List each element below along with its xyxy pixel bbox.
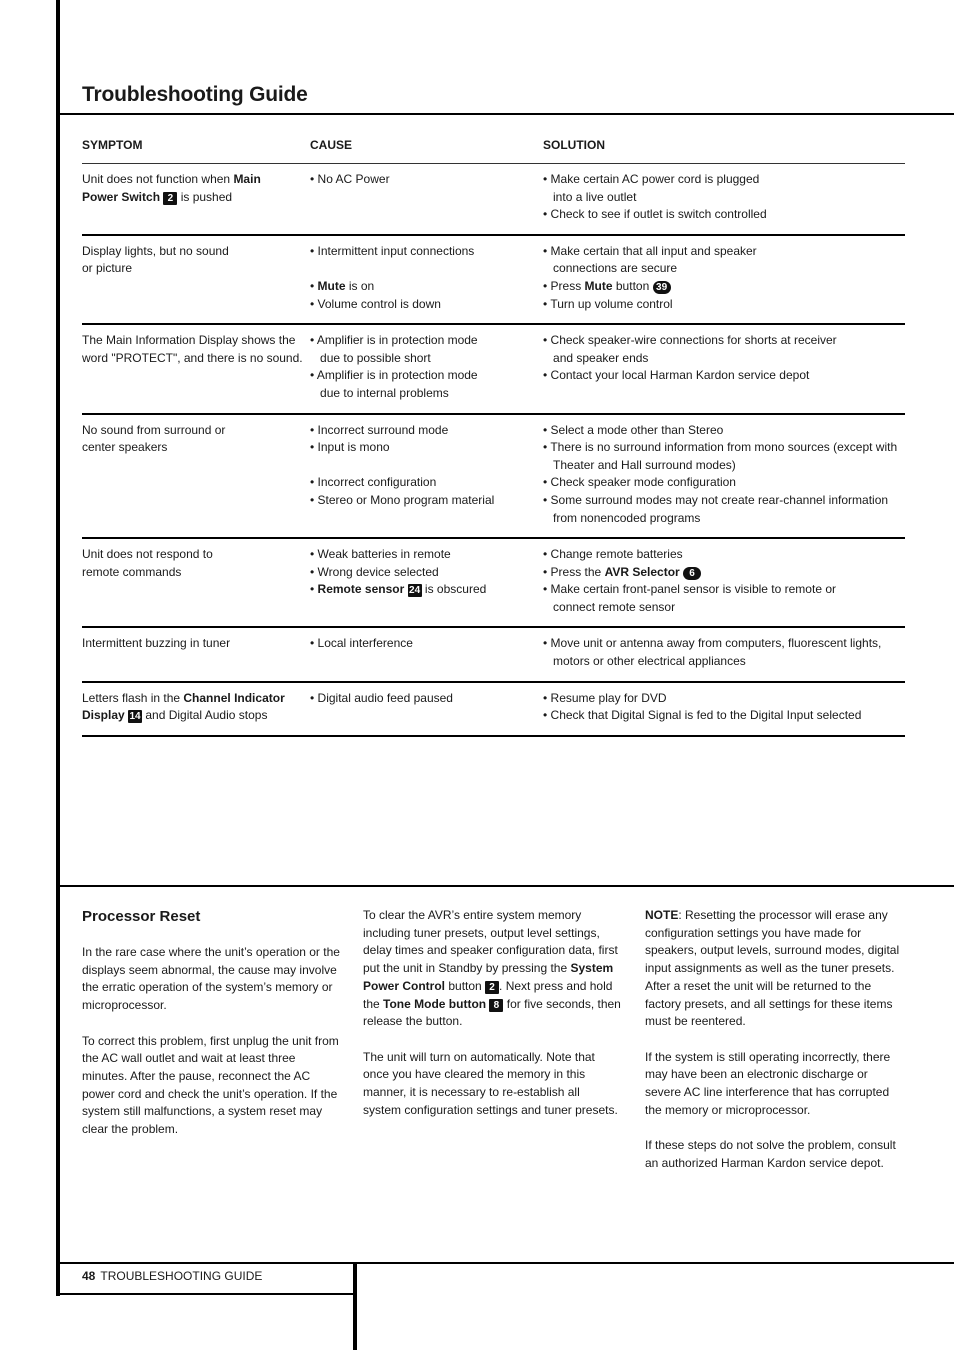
symptom-cell: Letters flash in the Channel Indicator Display 14 and Digital Audio stops	[82, 690, 285, 723]
cause-cell: • Weak batteries in remote • Wrong device selected • Remote sensor 24 is obscured	[310, 547, 487, 597]
page-number: 48	[82, 1269, 96, 1283]
solution-cell: • Make certain that all input and speaker connections are secure • Press Mute button 39 • Turn up volume control	[543, 243, 757, 311]
ref-number-badge: 8	[489, 999, 503, 1012]
symptom-cell: Intermittent buzzing in tuner	[82, 636, 231, 651]
title-rule	[60, 113, 954, 115]
solution-cell: • Check speaker-wire connections for shorts at receiver and speaker ends • Contact your local Harman Kardon service depot	[543, 333, 837, 383]
table-row	[82, 628, 905, 682]
page-footer	[82, 1269, 262, 1283]
section-divider	[60, 885, 954, 887]
table-row	[82, 683, 905, 737]
table-row	[82, 164, 905, 236]
reset-column-2	[363, 907, 621, 1137]
footer-rule	[60, 1262, 954, 1264]
reset-column-1	[82, 907, 340, 1156]
reset-paragraph: If these steps do not solve the problem, consult an authorized Harman Kardon service depot.	[645, 1138, 896, 1170]
symptom-cell: Unit does not respond to remote commands	[82, 547, 213, 579]
symptom-cell: Unit does not function when Main Power Switch 2 is pushed	[82, 172, 261, 204]
reset-paragraph: If the system is still operating incorrectly, there may have been an electronic discharge or severe AC line interference that has corrupted the memory or microprocessor.	[645, 1049, 891, 1117]
table-body	[82, 164, 905, 737]
symptom-cell: The Main Information Display shows the word "PROTECT", and there is no sound.	[82, 333, 303, 365]
footer-section-label: TROUBLESHOOTING GUIDE	[100, 1269, 263, 1283]
page-title: Troubleshooting Guide	[82, 83, 308, 106]
section-title: Processor Reset	[82, 908, 201, 925]
ref-number-badge: 2	[485, 981, 499, 994]
cause-cell: • Local interference	[310, 636, 413, 651]
troubleshooting-table	[82, 138, 905, 737]
symptom-cell: Display lights, but no sound or picture	[82, 243, 229, 276]
reset-paragraph: To correct this problem, first unplug the unit from the AC wall outlet and wait at least three minutes. After the pause, reconnect the AC power cord and check the unit’s operation. If the system still malfunctions, a system reset may clear the problem.	[82, 1033, 339, 1137]
cause-cell: • Intermittent input connections • Mute is on • Volume control is down	[310, 243, 475, 311]
solution-cell: • Change remote batteries • Press the AVR Selector 6 • Make certain front-panel sensor is visible to remote or connect remote sensor	[543, 547, 836, 614]
header-cause: CAUSE	[310, 138, 353, 152]
table-row	[82, 236, 905, 325]
footer-vertical-rule	[353, 1262, 357, 1350]
ref-number-badge: 39	[653, 281, 671, 294]
ref-number-badge: 2	[163, 192, 177, 205]
reset-paragraph: NOTE: Resetting the processor will erase any configuration settings you have made for speakers, output levels, surround modes, digital input assignments as well as the tuner presets. After a reset the unit will be returned to the factory presets, and all settings for these items must be reentered.	[645, 908, 900, 1029]
solution-cell: • Move unit or antenna away from computers, fluorescent lights, motors or other electrical appliances	[543, 636, 882, 669]
solution-cell: • Resume play for DVD • Check that Digital Signal is fed to the Digital Input selected	[543, 690, 862, 723]
header-solution: SOLUTION	[543, 138, 605, 152]
table-row	[82, 325, 905, 414]
cause-cell: • No AC Power	[310, 172, 390, 186]
footer-underline	[60, 1293, 357, 1295]
table-row	[82, 415, 905, 540]
ref-number-badge: 14	[129, 711, 141, 723]
table-header	[82, 138, 905, 164]
ref-number-badge: 24	[409, 585, 421, 597]
reset-paragraph: In the rare case where the unit’s operation or the displays seem abnormal, the cause may involve the erratic operation of the system’s memory or microprocessor.	[82, 945, 340, 1013]
solution-cell: • Select a mode other than Stereo • There is no surround information from mono sources (except with Theater and Hall surround modes) • Check speaker mode configuration • Some surround modes may not create rear-channel information from nonencoded programs	[543, 422, 898, 525]
solution-cell: • Make certain AC power cord is plugged into a live outlet • Check to see if outlet is switch controlled	[543, 172, 767, 222]
cause-cell: • Incorrect surround mode • Input is mono • Incorrect configuration • Stereo or Mono program material	[310, 422, 495, 507]
cause-cell: • Digital audio feed paused	[310, 690, 453, 705]
reset-paragraph: The unit will turn on automatically. Note that once you have cleared the memory in this manner, it is necessary to re-establish all system configuration settings and tuner presets.	[363, 1049, 618, 1117]
table-row	[82, 539, 905, 628]
ref-number-badge: 6	[683, 567, 701, 580]
left-margin-rule	[56, 0, 60, 1296]
cause-cell: • Amplifier is in protection mode due to possible short • Amplifier is in protection mode due to internal problems	[310, 333, 478, 400]
header-symptom: SYMPTOM	[82, 138, 143, 152]
reset-column-3	[645, 907, 903, 1190]
symptom-cell: No sound from surround or center speakers	[82, 422, 226, 455]
reset-paragraph: To clear the AVR’s entire system memory including tuner presets, output level settings, delay times and speaker configuration data, first put the unit in Standby by pressing the System Power Control button 2 . Next press and hold the Tone Mode button 8 for five seconds, then release the button.	[363, 908, 621, 1029]
